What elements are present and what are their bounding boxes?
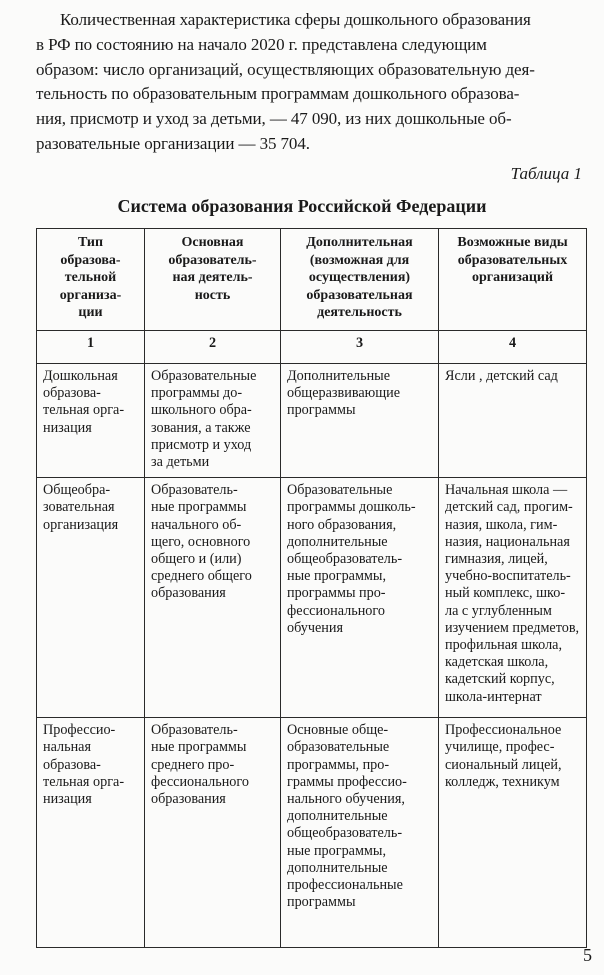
cell-line: программы про- xyxy=(287,585,386,602)
cell-line: Образовательные xyxy=(151,367,257,384)
cell-line: Профессиональное xyxy=(445,722,562,739)
table-row xyxy=(37,718,587,948)
cell-line: начального об- xyxy=(151,516,242,533)
header-line: ная деятель- xyxy=(172,270,253,286)
header-line: образова- xyxy=(60,252,121,268)
cell-line: образования xyxy=(151,791,226,807)
table-cell xyxy=(145,363,281,477)
cell-line: нальная xyxy=(43,739,91,756)
intro-line: Количественная характеристика сферы дошкольного образования xyxy=(60,10,531,29)
cell-line: программы xyxy=(287,894,356,911)
table-cell xyxy=(145,718,281,948)
cell-line: низация xyxy=(43,791,92,807)
page-number: 5 xyxy=(583,945,592,965)
header-line: Дополнительная xyxy=(306,235,413,250)
cell-line: дополнительные xyxy=(287,808,388,825)
cell-line: Общеобра- xyxy=(43,482,111,499)
header-line: (возможная для xyxy=(309,252,410,268)
cell-line: изучением предметов, xyxy=(445,619,580,636)
table-cell xyxy=(281,718,439,948)
header-line: образовательных xyxy=(457,252,568,268)
cell-line: ного образования, xyxy=(287,516,397,533)
cell-line: дополнительные xyxy=(287,859,388,876)
cell-line: программы, про- xyxy=(287,756,390,773)
intro-paragraph xyxy=(36,8,582,157)
column-number: 3 xyxy=(281,330,439,363)
header-line: тельной xyxy=(64,270,117,286)
table-cell xyxy=(281,363,439,477)
header-line: осуществления) xyxy=(308,270,411,286)
cell-line: ные программы xyxy=(151,739,247,756)
cell-line: щего, основного xyxy=(151,533,251,550)
column-header xyxy=(439,229,587,331)
cell-line: Дополнительные xyxy=(287,367,391,384)
table-cell xyxy=(281,478,439,718)
cell-line: тельная орга- xyxy=(43,402,125,419)
cell-line: ные программы, xyxy=(287,842,386,859)
cell-line: фессионального xyxy=(287,602,385,619)
cell-line: школа-интернат xyxy=(445,688,542,705)
cell-line: детский сад, прогим- xyxy=(445,499,573,516)
cell-line: зовательная xyxy=(43,499,115,516)
cell-line: Дошкольная xyxy=(43,367,118,384)
header-line: организа- xyxy=(59,287,122,303)
header-line: ции xyxy=(78,305,103,321)
table-label: Таблица 1 xyxy=(510,164,582,183)
cell-line: Основные обще- xyxy=(287,722,389,739)
cell-line: общеобразователь- xyxy=(287,825,403,842)
cell-line: граммы профессио- xyxy=(287,773,407,790)
column-header xyxy=(37,229,145,331)
column-header xyxy=(145,229,281,331)
table-row xyxy=(37,363,587,477)
header-line: организаций xyxy=(471,270,554,286)
cell-line: кадетская школа, xyxy=(445,654,549,671)
table-cell xyxy=(37,363,145,477)
cell-line: за детьми xyxy=(151,453,210,470)
header-line: Основная xyxy=(181,235,244,250)
cell-line: ные программы xyxy=(151,499,247,516)
cell-line: школьного обра- xyxy=(151,402,252,419)
column-number: 4 xyxy=(439,330,587,363)
cell-line: общего и (или) xyxy=(151,551,242,567)
header-line: образователь- xyxy=(168,252,257,268)
cell-line: образова- xyxy=(43,756,101,773)
cell-line: профессиональные xyxy=(287,877,403,894)
cell-line: Образовательные xyxy=(287,482,393,499)
cell-line: нального обучения, xyxy=(287,791,405,807)
table-cell xyxy=(37,718,145,948)
cell-line: ный комплекс, шко- xyxy=(445,585,566,602)
table-cell xyxy=(439,718,587,948)
cell-line: программы дошколь- xyxy=(287,499,416,516)
header-line: образовательная xyxy=(306,287,413,303)
table-row xyxy=(37,478,587,718)
intro-line: образом: число организаций, осуществляющих образовательную дея- xyxy=(36,59,535,79)
cell-line: Образователь- xyxy=(151,482,238,499)
table-cell xyxy=(439,478,587,718)
cell-line: зования, а также xyxy=(151,419,251,436)
cell-line: учебно-воспитатель- xyxy=(445,568,571,585)
cell-line: среднего общего xyxy=(151,568,252,585)
intro-line: тельность по образовательным программам дошкольного образова- xyxy=(36,84,520,104)
cell-line: образовательные xyxy=(287,739,390,756)
intro-line: в РФ по состоянию на начало 2020 г. представлена следующим xyxy=(36,34,487,54)
cell-line: программы xyxy=(287,402,356,419)
cell-line: ные программы, xyxy=(287,568,386,585)
cell-line: Образователь- xyxy=(151,722,238,739)
cell-line: низация xyxy=(43,419,92,436)
header-line: ность xyxy=(194,287,231,303)
header-line: Тип xyxy=(77,235,104,250)
cell-line: фессионального xyxy=(151,773,249,790)
cell-line: Профессио- xyxy=(43,722,116,739)
cell-line: назия, национальная xyxy=(445,533,570,550)
cell-line: училище, профес- xyxy=(445,739,555,756)
cell-line: дополнительные xyxy=(287,533,388,550)
column-header xyxy=(281,229,439,331)
column-number: 2 xyxy=(145,330,281,363)
cell-line: Начальная школа — xyxy=(445,482,568,499)
cell-line: ла с углубленным xyxy=(445,602,552,619)
table-title: Система образования Российской Федерации xyxy=(117,196,487,216)
cell-line: образова- xyxy=(43,385,101,402)
table-header-row xyxy=(37,229,587,331)
cell-line: назия, школа, гим- xyxy=(445,516,558,533)
cell-line: профильная школа, xyxy=(445,637,563,654)
column-number-row xyxy=(37,330,587,363)
cell-line: организация xyxy=(43,516,119,533)
cell-line: среднего про- xyxy=(151,756,235,773)
header-line: деятельность xyxy=(317,305,402,321)
cell-line: общеразвивающие xyxy=(287,385,401,402)
table-cell xyxy=(439,363,587,477)
table-cell xyxy=(145,478,281,718)
table-cell xyxy=(37,478,145,718)
cell-line: программы до- xyxy=(151,385,243,402)
cell-line: общеобразователь- xyxy=(287,551,403,567)
intro-line: ния, присмотр и уход за детьми, — 47 090, из них дошкольные об- xyxy=(36,109,512,129)
intro-line: разовательные организации — 35 704. xyxy=(36,133,310,153)
cell-line: кадетский корпус, xyxy=(445,671,555,688)
cell-line: сиональный лицей, xyxy=(445,756,562,773)
cell-line: образования xyxy=(151,585,226,602)
cell-line: обучения xyxy=(287,619,344,636)
cell-line: колледж, техникум xyxy=(445,773,560,790)
cell-line: присмотр и уход xyxy=(151,436,252,453)
cell-line: тельная орга- xyxy=(43,773,125,790)
education-system-table xyxy=(36,228,587,948)
header-line: Возможные виды xyxy=(457,235,568,250)
cell-line: гимназия, лицей, xyxy=(445,551,548,567)
column-number: 1 xyxy=(37,330,145,363)
cell-line: Ясли , детский сад xyxy=(445,367,558,384)
